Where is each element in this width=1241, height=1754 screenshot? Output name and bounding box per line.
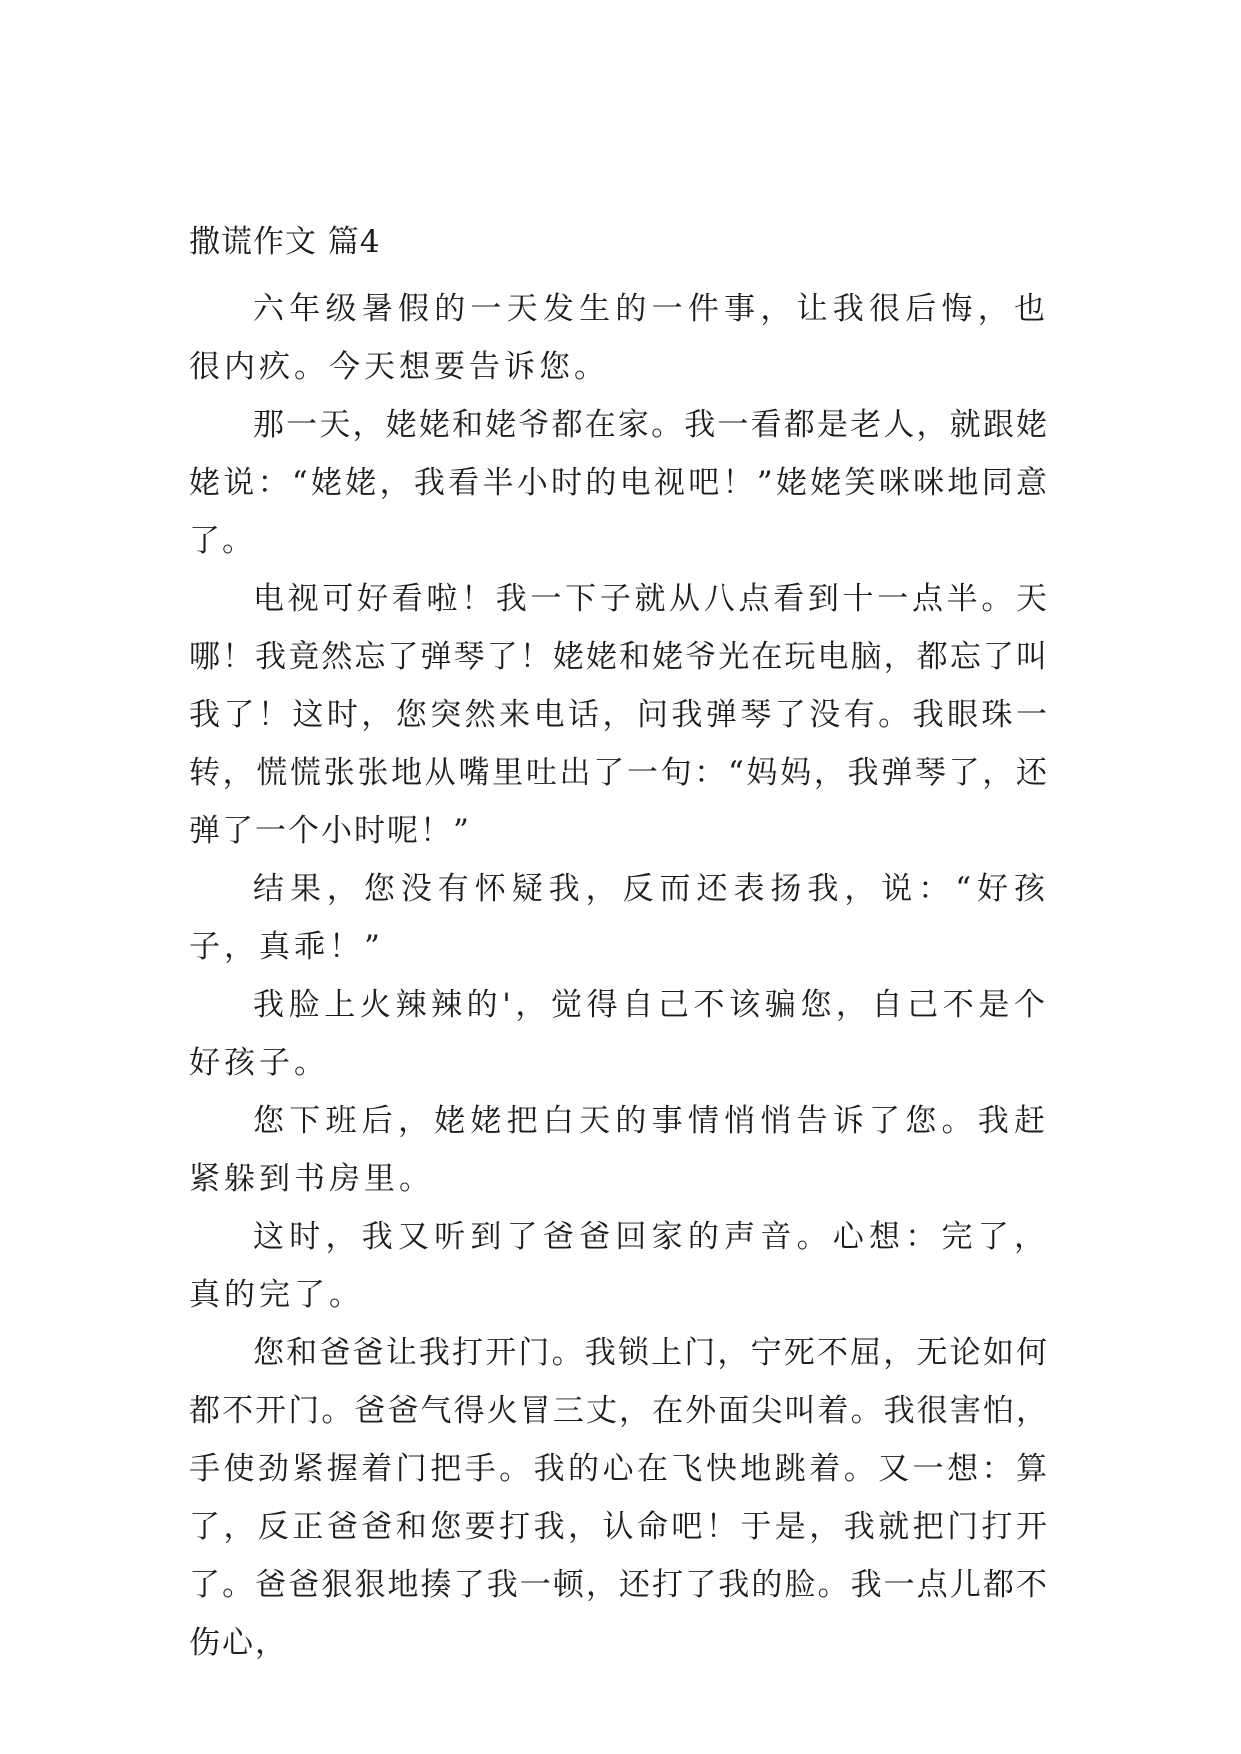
paragraph-4: 结果，您没有怀疑我，反而还表扬我，说：“好孩子，真乖！” xyxy=(189,871,1049,965)
paragraph-2: 那一天，姥姥和姥爷都在家。我一看都是老人，就跟姥姥说：“姥姥，我看半小时的电视吧！”姥姥笑咪咪地同意了。 xyxy=(189,407,1049,559)
paragraph-5: 我脸上火辣辣的'，觉得自己不该骗您，自己不是个好孩子。 xyxy=(189,987,1049,1081)
paragraph-1: 六年级暑假的一天发生的一件事，让我很后悔，也很内疚。今天想要告诉您。 xyxy=(189,291,1049,385)
paragraph-8: 您和爸爸让我打开门。我锁上门，宁死不屈，无论如何都不开门。爸爸气得火冒三丈，在外面尖叫着。我很害怕，手使劲紧握着门把手。我的心在飞快地跳着。又一想：算了，反正爸爸和您要打我，认命吧！于是，我就把门打开了。爸爸狠狠地揍了我一顿，还打了我的脸。我一点儿都不伤心， xyxy=(189,1335,1049,1661)
document-title: 撒谎作文 篇4 xyxy=(189,224,381,260)
paragraph-7: 这时，我又听到了爸爸回家的声音。心想：完了，真的完了。 xyxy=(189,1219,1049,1313)
paragraph-6: 您下班后，姥姥把白天的事情悄悄告诉了您。我赶紧躲到书房里。 xyxy=(189,1103,1049,1197)
paragraph-3: 电视可好看啦！我一下子就从八点看到十一点半。天哪！我竟然忘了弹琴了！姥姥和姥爷光在玩电脑，都忘了叫我了！这时，您突然来电话，问我弹琴了没有。我眼珠一转，慌慌张张地从嘴里吐出了一句：“妈妈，我弹琴了，还弹了一个小时呢！” xyxy=(189,581,1049,849)
document-page xyxy=(189,222,1049,1672)
